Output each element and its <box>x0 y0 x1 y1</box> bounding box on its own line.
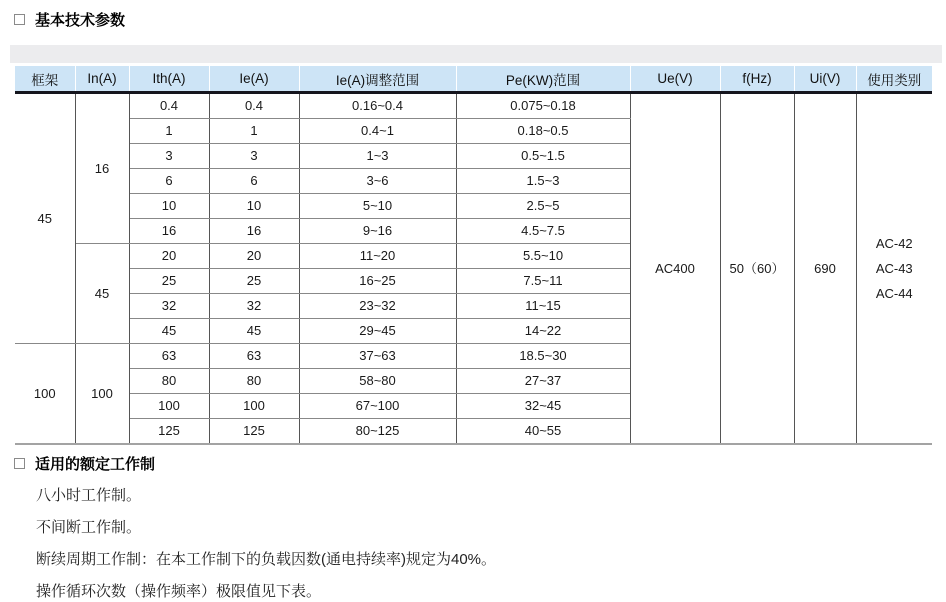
cell-ie-range: 29~45 <box>299 319 456 344</box>
duty-note-intermittent: 断续周期工作制：在本工作制下的负载因数(通电持续率)规定为40%。 <box>36 551 497 568</box>
cell-ie-range: 0.4~1 <box>299 119 456 144</box>
cell-ie: 16 <box>209 219 299 244</box>
cell-pe-range: 0.5~1.5 <box>456 144 630 169</box>
technical-parameters-table <box>15 66 932 445</box>
column-header-frame: 框架 <box>15 66 75 93</box>
usage-category: AC-44 <box>875 286 913 301</box>
table-row <box>15 93 932 119</box>
cell-ith: 16 <box>129 219 209 244</box>
cell-f: 50（60） <box>720 93 794 445</box>
cell-pe-range: 4.5~7.5 <box>456 219 630 244</box>
cell-ie-range: 3~6 <box>299 169 456 194</box>
table-top-strip <box>10 45 942 63</box>
cell-pe-range: 27~37 <box>456 369 630 394</box>
cell-pe-range: 0.075~0.18 <box>456 93 630 119</box>
cell-frame-100: 100 <box>15 344 75 445</box>
cell-ith: 100 <box>129 394 209 419</box>
cell-pe-range: 2.5~5 <box>456 194 630 219</box>
cell-ith: 6 <box>129 169 209 194</box>
cell-in-45: 45 <box>75 244 129 344</box>
cell-ie: 6 <box>209 169 299 194</box>
cell-ith: 10 <box>129 194 209 219</box>
cell-ie: 25 <box>209 269 299 294</box>
cell-ie: 1 <box>209 119 299 144</box>
cell-ie-range: 37~63 <box>299 344 456 369</box>
cell-ith: 45 <box>129 319 209 344</box>
cell-ie-range: 23~32 <box>299 294 456 319</box>
column-header-ith: Ith(A) <box>129 66 209 93</box>
column-header-pe-range: Pe(KW)范围 <box>456 66 630 93</box>
cell-ie-range: 9~16 <box>299 219 456 244</box>
column-header-in: In(A) <box>75 66 129 93</box>
cell-frame-45: 45 <box>15 93 75 344</box>
cell-ie-range: 5~10 <box>299 194 456 219</box>
column-header-ie-range: Ie(A)调整范围 <box>299 66 456 93</box>
section-title-basic-params <box>14 9 946 30</box>
section-title-duty-cycles <box>14 453 946 474</box>
cell-pe-range: 1.5~3 <box>456 169 630 194</box>
cell-pe-range: 11~15 <box>456 294 630 319</box>
usage-category: AC-42 <box>875 236 913 251</box>
column-header-category: 使用类别 <box>856 66 932 93</box>
cell-in-16: 16 <box>75 93 129 244</box>
column-header-ui: Ui(V) <box>794 66 856 93</box>
cell-ie: 100 <box>209 394 299 419</box>
cell-ie: 32 <box>209 294 299 319</box>
cell-ie: 80 <box>209 369 299 394</box>
cell-ith: 125 <box>129 419 209 445</box>
cell-pe-range: 5.5~10 <box>456 244 630 269</box>
square-bullet-icon <box>14 458 25 469</box>
cell-ie: 125 <box>209 419 299 445</box>
cell-ie-range: 80~125 <box>299 419 456 445</box>
column-header-ie: Ie(A) <box>209 66 299 93</box>
cell-ith: 80 <box>129 369 209 394</box>
cell-pe-range: 32~45 <box>456 394 630 419</box>
datasheet-page <box>0 9 946 599</box>
cell-ith: 63 <box>129 344 209 369</box>
duty-note-uninterrupted: 不间断工作制。 <box>36 519 142 536</box>
cell-ie: 45 <box>209 319 299 344</box>
cell-pe-range: 7.5~11 <box>456 269 630 294</box>
header-row <box>15 66 932 93</box>
cell-ie-range: 0.16~0.4 <box>299 93 456 119</box>
cell-ie-range: 58~80 <box>299 369 456 394</box>
usage-category: AC-43 <box>875 261 913 276</box>
cell-ith: 32 <box>129 294 209 319</box>
cell-ie-range: 16~25 <box>299 269 456 294</box>
cell-ie: 0.4 <box>209 93 299 119</box>
cell-ie-range: 1~3 <box>299 144 456 169</box>
cell-pe-range: 18.5~30 <box>456 344 630 369</box>
section-title-duty-text: 适用的额定工作制 <box>35 456 156 473</box>
cell-pe-range: 40~55 <box>456 419 630 445</box>
cell-pe-range: 0.18~0.5 <box>456 119 630 144</box>
column-header-f: f(Hz) <box>720 66 794 93</box>
cell-ith: 25 <box>129 269 209 294</box>
cell-ie: 3 <box>209 144 299 169</box>
cell-ith: 3 <box>129 144 209 169</box>
cell-in-100: 100 <box>75 344 129 445</box>
cell-usage-categories <box>856 93 932 445</box>
cell-pe-range: 14~22 <box>456 319 630 344</box>
section-title-basic-text: 基本技术参数 <box>35 12 126 29</box>
square-bullet-icon <box>14 14 25 25</box>
cell-ith: 1 <box>129 119 209 144</box>
cell-ie-range: 67~100 <box>299 394 456 419</box>
cell-ui: 690 <box>794 93 856 445</box>
cell-ie: 20 <box>209 244 299 269</box>
cell-ue: AC400 <box>630 93 720 445</box>
column-header-ue: Ue(V) <box>630 66 720 93</box>
cell-ie: 10 <box>209 194 299 219</box>
cell-ith: 20 <box>129 244 209 269</box>
cell-ith: 0.4 <box>129 93 209 119</box>
duty-note-operating-cycles: 操作循环次数（操作频率）极限值见下表。 <box>36 583 322 600</box>
cell-ie-range: 11~20 <box>299 244 456 269</box>
duty-note-eight-hour: 八小时工作制。 <box>36 487 142 504</box>
cell-ie: 63 <box>209 344 299 369</box>
